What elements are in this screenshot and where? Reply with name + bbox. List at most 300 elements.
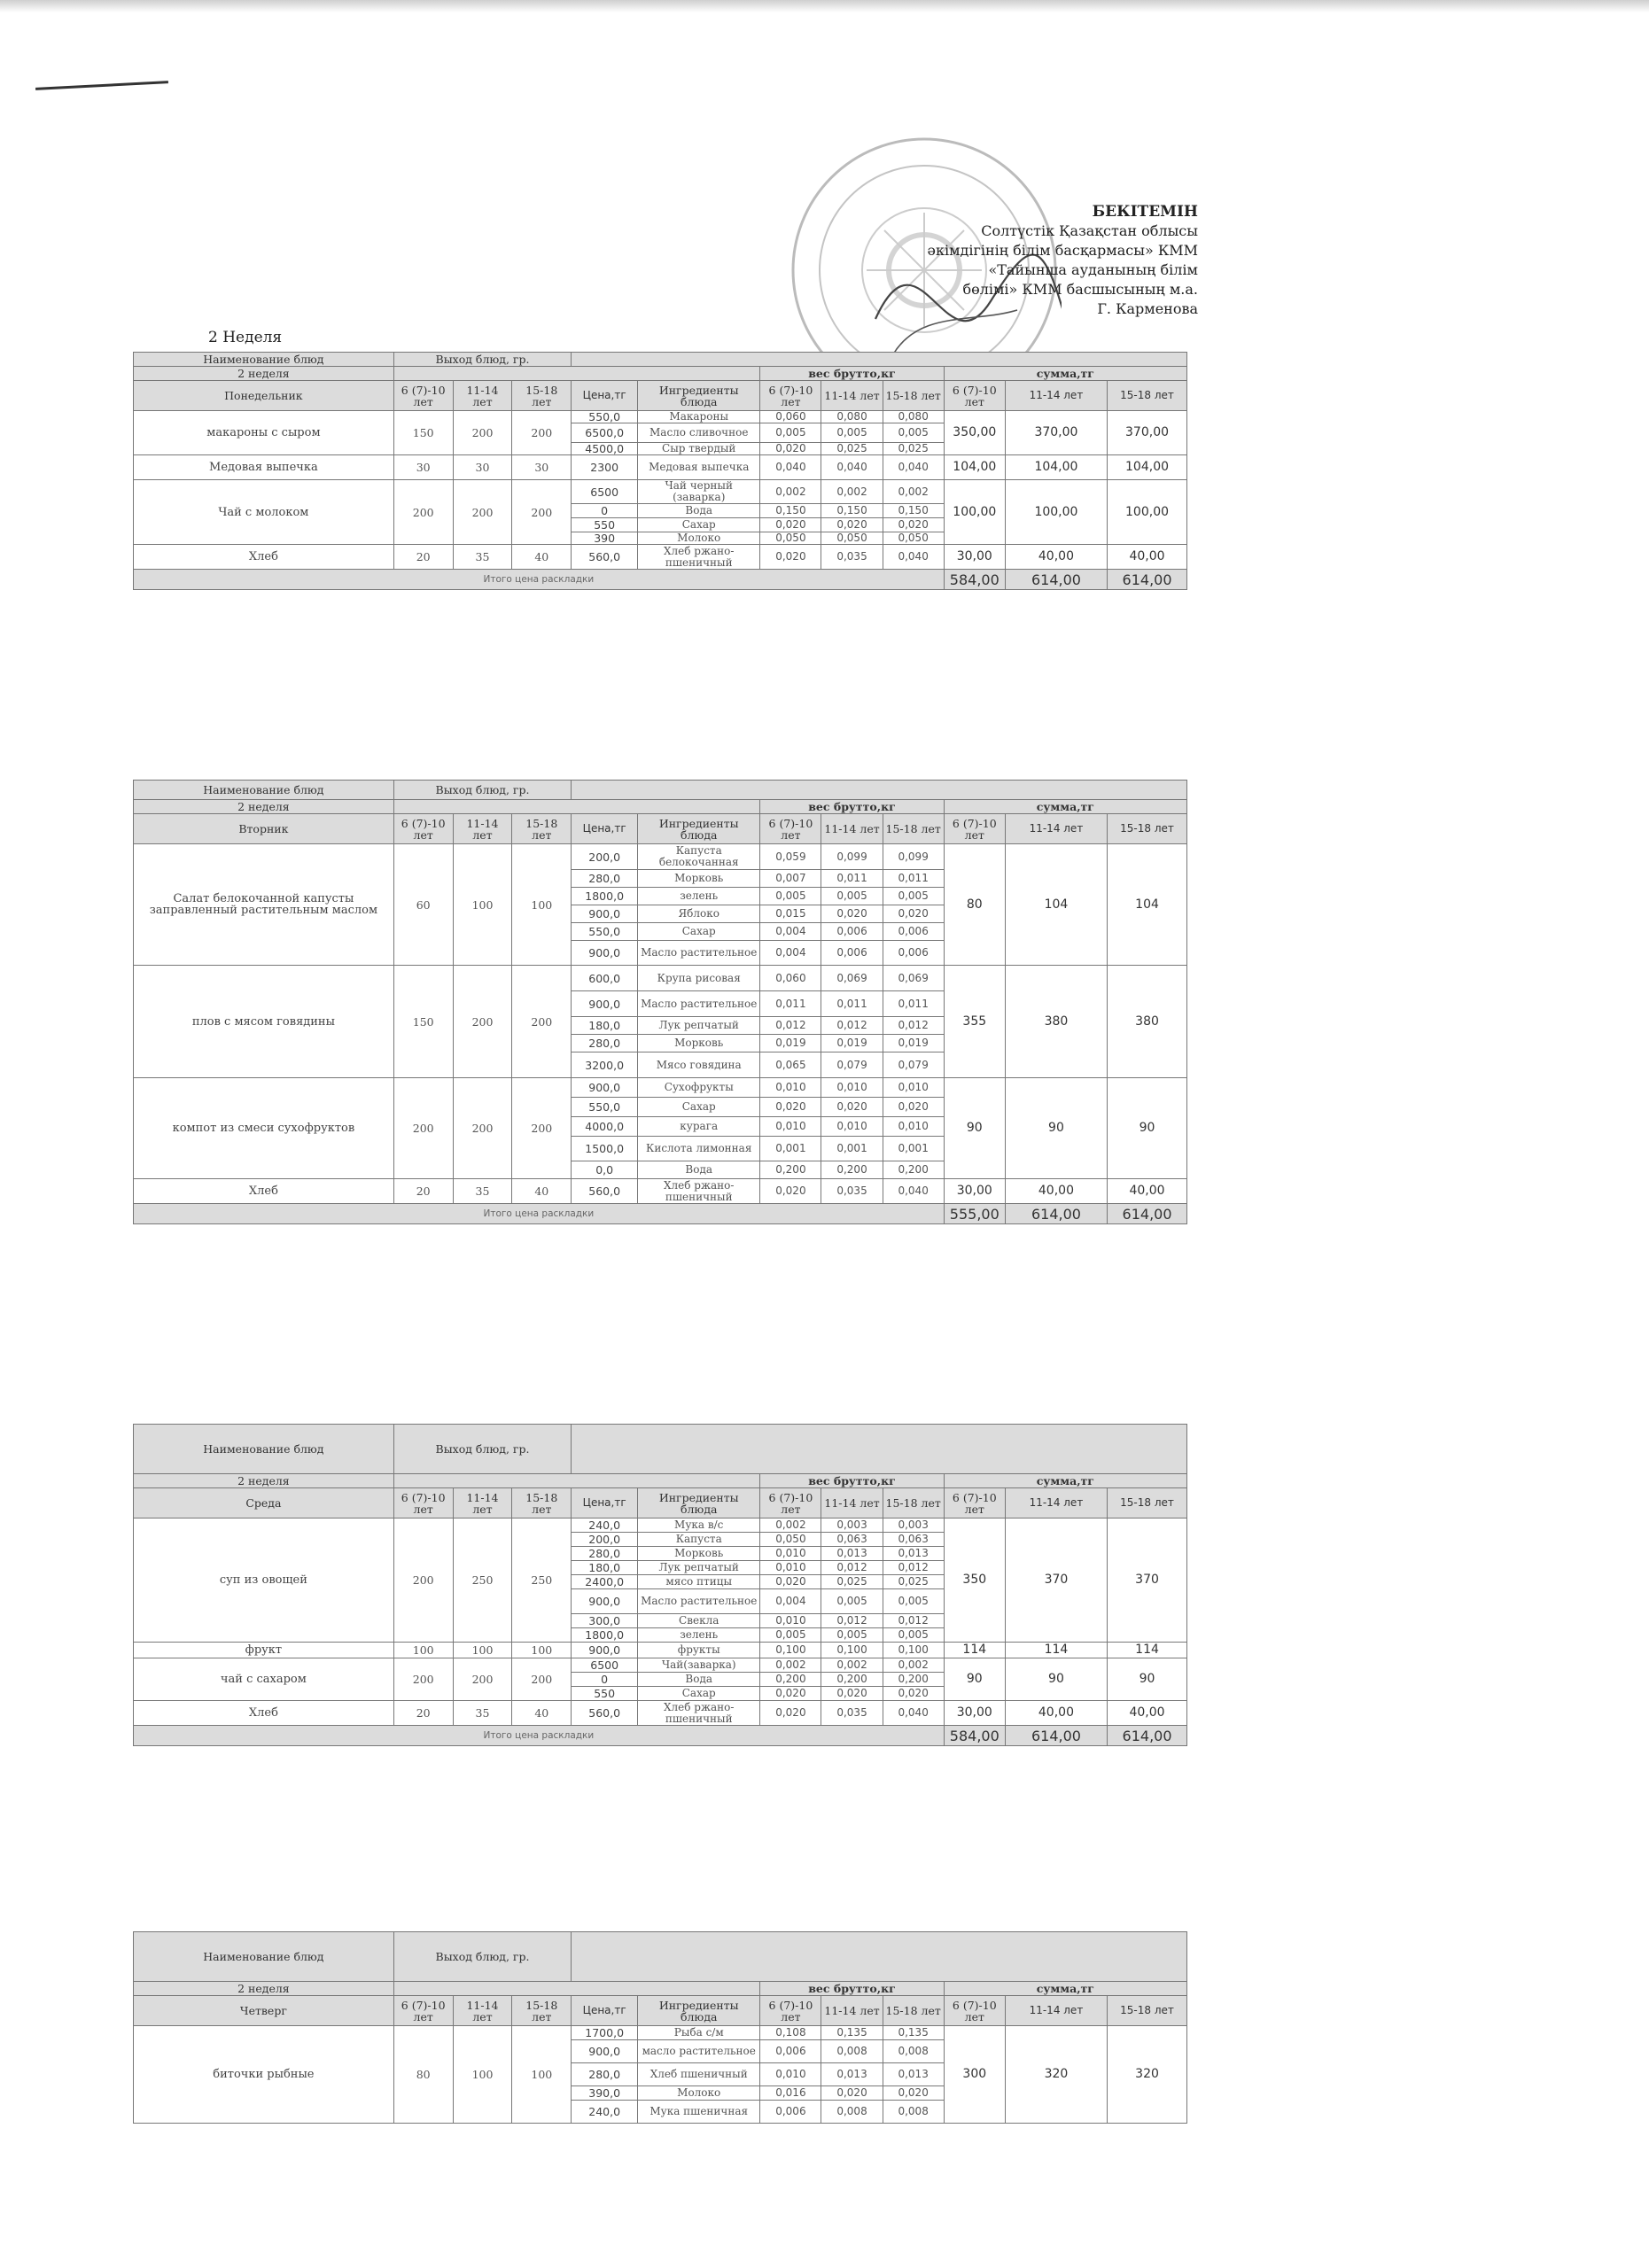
dish-sum: 355 xyxy=(944,966,1005,1078)
approval-line: «Тайынша ауданының білім xyxy=(988,261,1198,278)
dish-sum: 320 xyxy=(1005,2026,1107,2124)
ingredient-weight: 0,013 xyxy=(883,2063,944,2086)
ingredient-weight: 0,050 xyxy=(760,532,821,545)
age-header: 15-18 лет xyxy=(1108,814,1187,844)
dish-sum: 100,00 xyxy=(1108,480,1187,545)
dish-yield: 200 xyxy=(512,411,572,455)
ingredient-row xyxy=(134,1701,1187,1726)
price-header: Цена,тг xyxy=(572,381,638,411)
dish-yield: 100 xyxy=(393,1643,453,1658)
scan-top-edge xyxy=(0,0,1649,12)
ingredient-weight: 0,006 xyxy=(760,2101,821,2124)
age-header: 11-14 лет xyxy=(821,1996,883,2026)
price-header: Цена,тг xyxy=(572,1996,638,2026)
ingredient-weight: 0,025 xyxy=(821,443,883,455)
ingredient-weight: 0,002 xyxy=(760,1658,821,1673)
menu-table xyxy=(133,1424,1187,1746)
ingredient-weight: 0,010 xyxy=(760,1547,821,1561)
dish-sum: 100,00 xyxy=(1005,480,1107,545)
week-label: 2 неделя xyxy=(134,1474,394,1488)
ingredient-weight: 0,001 xyxy=(821,1137,883,1161)
ingredient-weight: 0,035 xyxy=(821,1179,883,1204)
ingredient-weight: 0,019 xyxy=(760,1035,821,1052)
dish-yield: 250 xyxy=(453,1518,512,1643)
ingredient-price: 560,0 xyxy=(572,1701,638,1726)
ingredient-name: фрукты xyxy=(638,1643,760,1658)
age-header: 6 (7)-10 лет xyxy=(760,381,821,411)
dish-name: суп из овощей xyxy=(134,1518,394,1643)
dish-sum: 114 xyxy=(1108,1643,1187,1658)
ingredient-weight: 0,200 xyxy=(760,1673,821,1687)
ingredient-weight: 0,007 xyxy=(760,870,821,888)
ingredient-name: Вода xyxy=(638,504,760,518)
ingredient-weight: 0,025 xyxy=(821,1575,883,1589)
ingredient-price: 1700,0 xyxy=(572,2026,638,2040)
yield-header: Выход блюд, гр. xyxy=(393,1425,571,1474)
dish-sum: 90 xyxy=(1005,1078,1107,1179)
ingredient-price: 550 xyxy=(572,518,638,532)
dish-sum: 350 xyxy=(944,1518,1005,1643)
ingredient-row xyxy=(134,966,1187,991)
ingredient-weight: 0,013 xyxy=(821,1547,883,1561)
ingredient-weight: 0,005 xyxy=(821,1628,883,1643)
dish-yield: 200 xyxy=(512,1078,572,1179)
dish-yield: 200 xyxy=(393,480,453,545)
total-value: 584,00 xyxy=(944,1726,1005,1746)
ingredient-price: 200,0 xyxy=(572,1533,638,1547)
sum-header: сумма,тг xyxy=(944,367,1186,381)
dish-sum: 114 xyxy=(1005,1643,1107,1658)
gross-weight-header: вес брутто,кг xyxy=(760,367,944,381)
age-header: 15-18 лет xyxy=(512,1488,572,1518)
dish-sum: 320 xyxy=(1108,2026,1187,2124)
ingredient-name: Макароны xyxy=(638,411,760,423)
ingredient-weight: 0,012 xyxy=(760,1017,821,1035)
ingredient-weight: 0,011 xyxy=(883,991,944,1017)
weekday-label: Четверг xyxy=(134,1996,394,2026)
ingredient-weight: 0,020 xyxy=(760,1701,821,1726)
ingredient-name: Мука пшеничная xyxy=(638,2101,760,2124)
ingredient-weight: 0,010 xyxy=(883,1078,944,1098)
age-header: 11-14 лет xyxy=(1005,814,1107,844)
ingredient-row xyxy=(134,1658,1187,1673)
ingredient-weight: 0,020 xyxy=(883,2086,944,2101)
ingredient-weight: 0,020 xyxy=(883,905,944,923)
ingredient-weight: 0,005 xyxy=(821,1589,883,1614)
dish-sum: 370,00 xyxy=(1005,411,1107,455)
ingredient-name: зелень xyxy=(638,1628,760,1643)
approval-block xyxy=(922,202,1198,319)
week-label: 2 неделя xyxy=(134,367,394,381)
menu-table xyxy=(133,780,1187,1224)
empty-header xyxy=(572,1425,1187,1474)
ingredient-weight: 0,011 xyxy=(821,991,883,1017)
yield-header: Выход блюд, гр. xyxy=(393,1932,571,1982)
dish-sum: 104 xyxy=(1005,844,1107,966)
ingredient-weight: 0,012 xyxy=(821,1561,883,1575)
ingredient-weight: 0,020 xyxy=(760,1098,821,1117)
approval-signer: Г. Карменова xyxy=(1097,300,1198,317)
header-row-1 xyxy=(134,1932,1187,1982)
ingredient-price: 280,0 xyxy=(572,870,638,888)
ingredient-weight: 0,050 xyxy=(760,1533,821,1547)
ingredient-weight: 0,079 xyxy=(821,1052,883,1078)
ingredient-weight: 0,200 xyxy=(883,1673,944,1687)
ingredient-weight: 0,063 xyxy=(883,1533,944,1547)
ingredient-weight: 0,011 xyxy=(883,870,944,888)
ingredient-price: 180,0 xyxy=(572,1017,638,1035)
age-header: 11-14 лет xyxy=(453,1996,512,2026)
dish-name-header: Наименование блюд xyxy=(134,781,394,800)
dish-sum: 80 xyxy=(944,844,1005,966)
ingredient-name: Капуста xyxy=(638,1533,760,1547)
ingredient-weight: 0,100 xyxy=(883,1643,944,1658)
dish-sum: 90 xyxy=(944,1078,1005,1179)
ingredient-row xyxy=(134,480,1187,504)
ingredient-name: Яблоко xyxy=(638,905,760,923)
dish-yield: 80 xyxy=(393,2026,453,2124)
ingredient-weight: 0,200 xyxy=(883,1161,944,1179)
ingredient-weight: 0,010 xyxy=(883,1117,944,1137)
ingredient-weight: 0,099 xyxy=(821,844,883,870)
dish-name-header: Наименование блюд xyxy=(134,1425,394,1474)
dish-name: фрукт xyxy=(134,1643,394,1658)
pen-stroke xyxy=(35,81,168,90)
dish-yield: 30 xyxy=(512,455,572,480)
age-header: 6 (7)-10 лет xyxy=(760,814,821,844)
ingredient-weight: 0,006 xyxy=(821,941,883,966)
age-header: 11-14 лет xyxy=(453,381,512,411)
empty-header xyxy=(393,1982,760,1996)
ingredient-price: 390 xyxy=(572,532,638,545)
ingredient-weight: 0,002 xyxy=(760,1518,821,1533)
dish-name: чай с сахаром xyxy=(134,1658,394,1701)
ingredient-name: мясо птицы xyxy=(638,1575,760,1589)
age-header: 15-18 лет xyxy=(1108,381,1187,411)
ingredient-name: Сухофрукты xyxy=(638,1078,760,1098)
ingredient-price: 550,0 xyxy=(572,1098,638,1117)
ingredient-price: 0 xyxy=(572,1673,638,1687)
dish-yield: 20 xyxy=(393,1701,453,1726)
dish-yield: 20 xyxy=(393,1179,453,1204)
ingredients-header: Ингредиенты блюда xyxy=(638,381,760,411)
menu-tuesday xyxy=(133,780,1187,1224)
ingredient-price: 300,0 xyxy=(572,1614,638,1628)
sum-header: сумма,тг xyxy=(944,800,1186,814)
week-label: 2 неделя xyxy=(134,800,394,814)
ingredient-name: Сыр твердый xyxy=(638,443,760,455)
age-header: 6 (7)-10 лет xyxy=(760,1488,821,1518)
sum-header: сумма,тг xyxy=(944,1982,1186,1996)
age-header: 6 (7)-10 лет xyxy=(944,814,1005,844)
dish-sum: 300 xyxy=(944,2026,1005,2124)
ingredient-weight: 0,005 xyxy=(821,888,883,905)
dish-yield: 200 xyxy=(393,1658,453,1701)
ingredient-name: Сахар xyxy=(638,1687,760,1701)
dish-yield: 40 xyxy=(512,545,572,570)
dish-sum: 90 xyxy=(1108,1078,1187,1179)
ingredient-weight: 0,006 xyxy=(821,923,883,941)
dish-sum: 370 xyxy=(1108,1518,1187,1643)
ingredient-name: Медовая выпечка xyxy=(638,455,760,480)
ingredient-weight: 0,020 xyxy=(760,545,821,570)
ingredient-price: 1500,0 xyxy=(572,1137,638,1161)
header-row-3 xyxy=(134,814,1187,844)
age-header: 6 (7)-10 лет xyxy=(393,1488,453,1518)
total-value: 614,00 xyxy=(1005,1204,1107,1224)
empty-header xyxy=(572,781,1187,800)
ingredient-weight: 0,005 xyxy=(883,888,944,905)
ingredient-weight: 0,020 xyxy=(821,2086,883,2101)
ingredient-weight: 0,010 xyxy=(760,1117,821,1137)
ingredient-name: Чай черный (заварка) xyxy=(638,480,760,504)
dish-yield: 100 xyxy=(453,2026,512,2124)
total-value: 614,00 xyxy=(1005,570,1107,590)
ingredient-weight: 0,060 xyxy=(760,966,821,991)
total-value: 614,00 xyxy=(1108,1726,1187,1746)
dish-yield: 35 xyxy=(453,1179,512,1204)
header-row-3 xyxy=(134,1488,1187,1518)
ingredient-weight: 0,099 xyxy=(883,844,944,870)
dish-sum: 104,00 xyxy=(944,455,1005,480)
header-row-2 xyxy=(134,1982,1187,1996)
ingredient-price: 560,0 xyxy=(572,1179,638,1204)
ingredient-name: Свекла xyxy=(638,1614,760,1628)
ingredient-weight: 0,005 xyxy=(760,1628,821,1643)
ingredient-name: Сахар xyxy=(638,518,760,532)
ingredient-row xyxy=(134,545,1187,570)
ingredient-weight: 0,012 xyxy=(883,1614,944,1628)
ingredient-weight: 0,025 xyxy=(883,443,944,455)
ingredient-name: Морковь xyxy=(638,870,760,888)
dish-yield: 200 xyxy=(393,1078,453,1179)
dish-sum: 30,00 xyxy=(944,1179,1005,1204)
ingredient-weight: 0,040 xyxy=(883,455,944,480)
ingredient-weight: 0,016 xyxy=(760,2086,821,2101)
age-header: 15-18 лет xyxy=(1108,1488,1187,1518)
header-row-1 xyxy=(134,1425,1187,1474)
ingredient-weight: 0,019 xyxy=(883,1035,944,1052)
dish-sum: 40,00 xyxy=(1005,545,1107,570)
ingredient-price: 280,0 xyxy=(572,1035,638,1052)
ingredient-weight: 0,008 xyxy=(883,2101,944,2124)
total-value: 555,00 xyxy=(944,1204,1005,1224)
ingredient-price: 280,0 xyxy=(572,2063,638,2086)
age-header: 15-18 лет xyxy=(883,814,944,844)
ingredient-weight: 0,010 xyxy=(821,1078,883,1098)
dish-sum: 114 xyxy=(944,1643,1005,1658)
ingredient-weight: 0,020 xyxy=(821,905,883,923)
ingredient-name: Чай(заварка) xyxy=(638,1658,760,1673)
ingredient-weight: 0,060 xyxy=(760,411,821,423)
dish-yield: 200 xyxy=(453,1658,512,1701)
ingredient-price: 280,0 xyxy=(572,1547,638,1561)
approval-line: әкімдігінің білім басқармасы» КММ xyxy=(927,242,1198,259)
dish-yield: 200 xyxy=(453,1078,512,1179)
weekday-label: Понедельник xyxy=(134,381,394,411)
ingredient-weight: 0,150 xyxy=(883,504,944,518)
weekday-label: Среда xyxy=(134,1488,394,1518)
dish-name: Чай с молоком xyxy=(134,480,394,545)
ingredient-name: Вода xyxy=(638,1673,760,1687)
age-header: 6 (7)-10 лет xyxy=(393,1996,453,2026)
ingredient-weight: 0,004 xyxy=(760,941,821,966)
ingredient-name: Хлеб пшеничный xyxy=(638,2063,760,2086)
age-header: 11-14 лет xyxy=(453,814,512,844)
empty-header xyxy=(572,1932,1187,1982)
ingredient-weight: 0,001 xyxy=(883,1137,944,1161)
dish-yield: 100 xyxy=(512,844,572,966)
age-header: 11-14 лет xyxy=(1005,1996,1107,2026)
approval-line: бөлімі» КММ басшысының м.а. xyxy=(962,281,1198,298)
dish-name: плов с мясом говядины xyxy=(134,966,394,1078)
price-header: Цена,тг xyxy=(572,1488,638,1518)
dish-yield: 30 xyxy=(453,455,512,480)
age-header: 6 (7)-10 лет xyxy=(944,1488,1005,1518)
ingredient-name: Молоко xyxy=(638,2086,760,2101)
ingredient-weight: 0,013 xyxy=(883,1547,944,1561)
age-header: 11-14 лет xyxy=(821,381,883,411)
dish-name: биточки рыбные xyxy=(134,2026,394,2124)
ingredient-weight: 0,040 xyxy=(821,455,883,480)
ingredient-price: 240,0 xyxy=(572,2101,638,2124)
ingredient-name: Сахар xyxy=(638,1098,760,1117)
ingredient-name: Масло растительное xyxy=(638,1589,760,1614)
ingredient-weight: 0,010 xyxy=(760,1078,821,1098)
ingredient-weight: 0,040 xyxy=(760,455,821,480)
ingredient-weight: 0,040 xyxy=(883,1701,944,1726)
ingredient-weight: 0,020 xyxy=(883,1687,944,1701)
ingredient-weight: 0,001 xyxy=(760,1137,821,1161)
ingredient-name: Хлеб ржано-пшеничный xyxy=(638,545,760,570)
ingredient-weight: 0,135 xyxy=(883,2026,944,2040)
dish-sum: 370 xyxy=(1005,1518,1107,1643)
header-row-1 xyxy=(134,353,1187,367)
menu-thursday xyxy=(133,1931,1187,2124)
ingredient-weight: 0,050 xyxy=(821,532,883,545)
ingredient-name: Морковь xyxy=(638,1547,760,1561)
age-header: 15-18 лет xyxy=(883,381,944,411)
ingredient-weight: 0,019 xyxy=(821,1035,883,1052)
price-header: Цена,тг xyxy=(572,814,638,844)
ingredient-weight: 0,065 xyxy=(760,1052,821,1078)
dish-yield: 100 xyxy=(512,1643,572,1658)
ingredients-header: Ингредиенты блюда xyxy=(638,814,760,844)
dish-sum: 90 xyxy=(1005,1658,1107,1701)
ingredient-price: 390,0 xyxy=(572,2086,638,2101)
dish-yield: 40 xyxy=(512,1179,572,1204)
ingredient-weight: 0,020 xyxy=(760,1687,821,1701)
ingredient-weight: 0,008 xyxy=(821,2040,883,2063)
gross-weight-header: вес брутто,кг xyxy=(760,800,944,814)
ingredient-name: Масло растительное xyxy=(638,991,760,1017)
ingredient-weight: 0,012 xyxy=(883,1561,944,1575)
total-value: 614,00 xyxy=(1005,1726,1107,1746)
dish-yield: 40 xyxy=(512,1701,572,1726)
ingredient-weight: 0,020 xyxy=(821,1687,883,1701)
dish-yield: 60 xyxy=(393,844,453,966)
ingredient-weight: 0,011 xyxy=(821,870,883,888)
ingredient-price: 900,0 xyxy=(572,1589,638,1614)
ingredient-weight: 0,005 xyxy=(883,1589,944,1614)
ingredient-name: курага xyxy=(638,1117,760,1137)
ingredient-weight: 0,002 xyxy=(821,1658,883,1673)
age-header: 15-18 лет xyxy=(512,381,572,411)
age-header: 6 (7)-10 лет xyxy=(760,1996,821,2026)
total-label: Итого цена раскладки xyxy=(134,1726,945,1746)
empty-header xyxy=(572,353,1187,367)
ingredients-header: Ингредиенты блюда xyxy=(638,1996,760,2026)
dish-yield: 200 xyxy=(512,480,572,545)
dish-yield: 35 xyxy=(453,1701,512,1726)
ingredient-price: 4500,0 xyxy=(572,443,638,455)
ingredient-price: 900,0 xyxy=(572,1643,638,1658)
ingredient-price: 900,0 xyxy=(572,905,638,923)
ingredient-weight: 0,200 xyxy=(760,1161,821,1179)
ingredient-weight: 0,002 xyxy=(883,480,944,504)
ingredient-name: Масло растительное xyxy=(638,941,760,966)
ingredient-weight: 0,020 xyxy=(883,518,944,532)
ingredient-weight: 0,013 xyxy=(821,2063,883,2086)
ingredient-weight: 0,020 xyxy=(760,1179,821,1204)
dish-sum: 380 xyxy=(1108,966,1187,1078)
ingredient-weight: 0,005 xyxy=(883,423,944,443)
ingredient-price: 0 xyxy=(572,504,638,518)
age-header: 15-18 лет xyxy=(512,814,572,844)
header-row-3 xyxy=(134,1996,1187,2026)
dish-name: Хлеб xyxy=(134,1179,394,1204)
age-header: 6 (7)-10 лет xyxy=(393,381,453,411)
ingredient-row xyxy=(134,1078,1187,1098)
total-row xyxy=(134,1726,1187,1746)
age-header: 15-18 лет xyxy=(512,1996,572,2026)
approval-title: БЕКІТЕМІН xyxy=(1092,203,1198,221)
ingredient-weight: 0,002 xyxy=(883,1658,944,1673)
dish-name-header: Наименование блюд xyxy=(134,1932,394,1982)
ingredient-weight: 0,020 xyxy=(883,1098,944,1117)
ingredient-name: зелень xyxy=(638,888,760,905)
header-row-2 xyxy=(134,800,1187,814)
ingredient-weight: 0,003 xyxy=(883,1518,944,1533)
ingredient-weight: 0,135 xyxy=(821,2026,883,2040)
ingredient-name: Лук репчатый xyxy=(638,1017,760,1035)
ingredient-price: 200,0 xyxy=(572,844,638,870)
yield-header: Выход блюд, гр. xyxy=(393,353,571,367)
menu-wednesday xyxy=(133,1424,1187,1746)
ingredient-weight: 0,010 xyxy=(760,1561,821,1575)
dish-yield: 100 xyxy=(453,1643,512,1658)
ingredient-weight: 0,010 xyxy=(821,1117,883,1137)
menu-monday xyxy=(133,352,1187,590)
week-caption: 2 Неделя xyxy=(208,329,283,346)
dish-sum: 370,00 xyxy=(1108,411,1187,455)
ingredient-price: 550,0 xyxy=(572,923,638,941)
ingredient-price: 600,0 xyxy=(572,966,638,991)
ingredient-weight: 0,020 xyxy=(760,518,821,532)
age-header: 6 (7)-10 лет xyxy=(944,381,1005,411)
ingredient-weight: 0,063 xyxy=(821,1533,883,1547)
ingredient-weight: 0,040 xyxy=(883,545,944,570)
age-header: 15-18 лет xyxy=(883,1996,944,2026)
ingredient-weight: 0,002 xyxy=(760,480,821,504)
dish-sum: 104 xyxy=(1108,844,1187,966)
age-header: 15-18 лет xyxy=(1108,1996,1187,2026)
dish-yield: 100 xyxy=(512,2026,572,2124)
dish-name: Медовая выпечка xyxy=(134,455,394,480)
ingredient-weight: 0,005 xyxy=(760,423,821,443)
approval-line: Солтүстік Қазақстан облысы xyxy=(981,222,1198,239)
ingredient-weight: 0,012 xyxy=(821,1614,883,1628)
